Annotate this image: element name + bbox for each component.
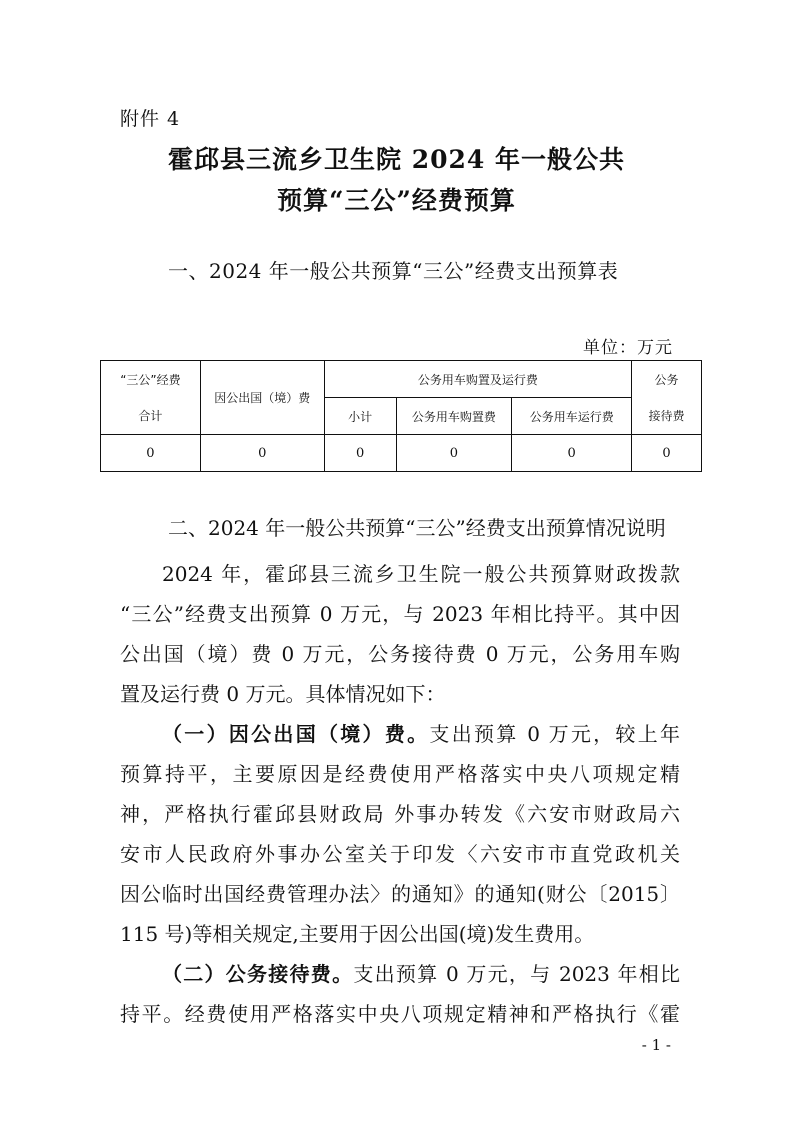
attachment-label: 附件 4: [120, 108, 181, 130]
value-subtotal: 0: [324, 435, 396, 472]
paragraph-2: [120, 714, 680, 954]
section-1-heading: 一、2024 年一般公共预算“三公”经费支出预算表: [168, 259, 619, 283]
header-total-line-1: “三公”经费: [120, 372, 181, 387]
text-line: 置及运行费 0 万元。具体情况如下：: [120, 682, 446, 706]
paragraph-3-lead: （二）公务接待费。: [162, 962, 354, 986]
paragraph-1: [120, 554, 680, 714]
section-2-heading: 二、2024 年一般公共预算“三公”经费支出预算情况说明: [168, 516, 666, 540]
paragraph-3-first-line: 支出预算 0 万元，与 2023 年相比: [353, 962, 680, 986]
header-reception-line-1: 公务: [654, 372, 679, 387]
text-line: [120, 954, 680, 994]
header-vehicle-group: 公务用车购置及运行费: [324, 361, 631, 398]
header-reception-line-2: 接待费: [648, 408, 685, 423]
text-line: 持平。经费使用严格落实中央八项规定精神和严格执行《霍: [120, 1002, 680, 1026]
text-line: “三公”经费支出预算 0 万元，与 2023 年相比持平。其中因: [120, 602, 680, 626]
header-vehicle-operation: 公务用车运行费: [512, 398, 632, 435]
value-abroad: 0: [200, 435, 324, 472]
header-reception: [632, 361, 702, 435]
page-number: - 1 -: [641, 1036, 671, 1054]
value-vehicle-operation: 0: [512, 435, 632, 472]
value-reception: 0: [632, 435, 702, 472]
header-total: [101, 361, 201, 435]
value-total: 0: [101, 435, 201, 472]
text-line: 神，严格执行霍邱县财政局 外事办转发《六安市财政局六: [120, 802, 680, 826]
text-line: 2024 年，霍邱县三流乡卫生院一般公共预算财政拨款: [162, 562, 680, 586]
document-title-line-2: 预算“三公”经费预算: [277, 186, 516, 215]
header-total-line-2: 合计: [138, 408, 163, 423]
text-line: 安市人民政府外事办公室关于印发〈六安市市直党政机关: [120, 842, 680, 866]
budget-table: [100, 360, 702, 472]
header-subtotal: 小计: [324, 398, 396, 435]
text-line: 115 号)等相关规定,主要用于因公出国(境)发生费用。: [120, 922, 595, 946]
paragraph-3: [120, 954, 680, 1034]
text-line: 公出国（境）费 0 万元，公务接待费 0 万元，公务用车购: [120, 642, 680, 666]
header-vehicle-purchase: 公务用车购置费: [396, 398, 512, 435]
text-line: [120, 714, 680, 754]
paragraph-2-first-line: 支出预算 0 万元，较上年: [429, 722, 680, 746]
paragraph-2-lead: （一）因公出国（境）费。: [162, 722, 430, 746]
unit-label: 单位：万元: [583, 338, 673, 358]
text-line: 预算持平，主要原因是经费使用严格落实中央八项规定精: [120, 762, 680, 786]
value-vehicle-purchase: 0: [396, 435, 512, 472]
text-line: 因公临时出国经费管理办法〉的通知》的通知(财公〔2015〕: [120, 882, 680, 906]
header-abroad: 因公出国（境）费: [200, 361, 324, 435]
document-title-line-1: 霍邱县三流乡卫生院 2024 年一般公共: [168, 145, 625, 174]
table-row: [101, 435, 702, 472]
